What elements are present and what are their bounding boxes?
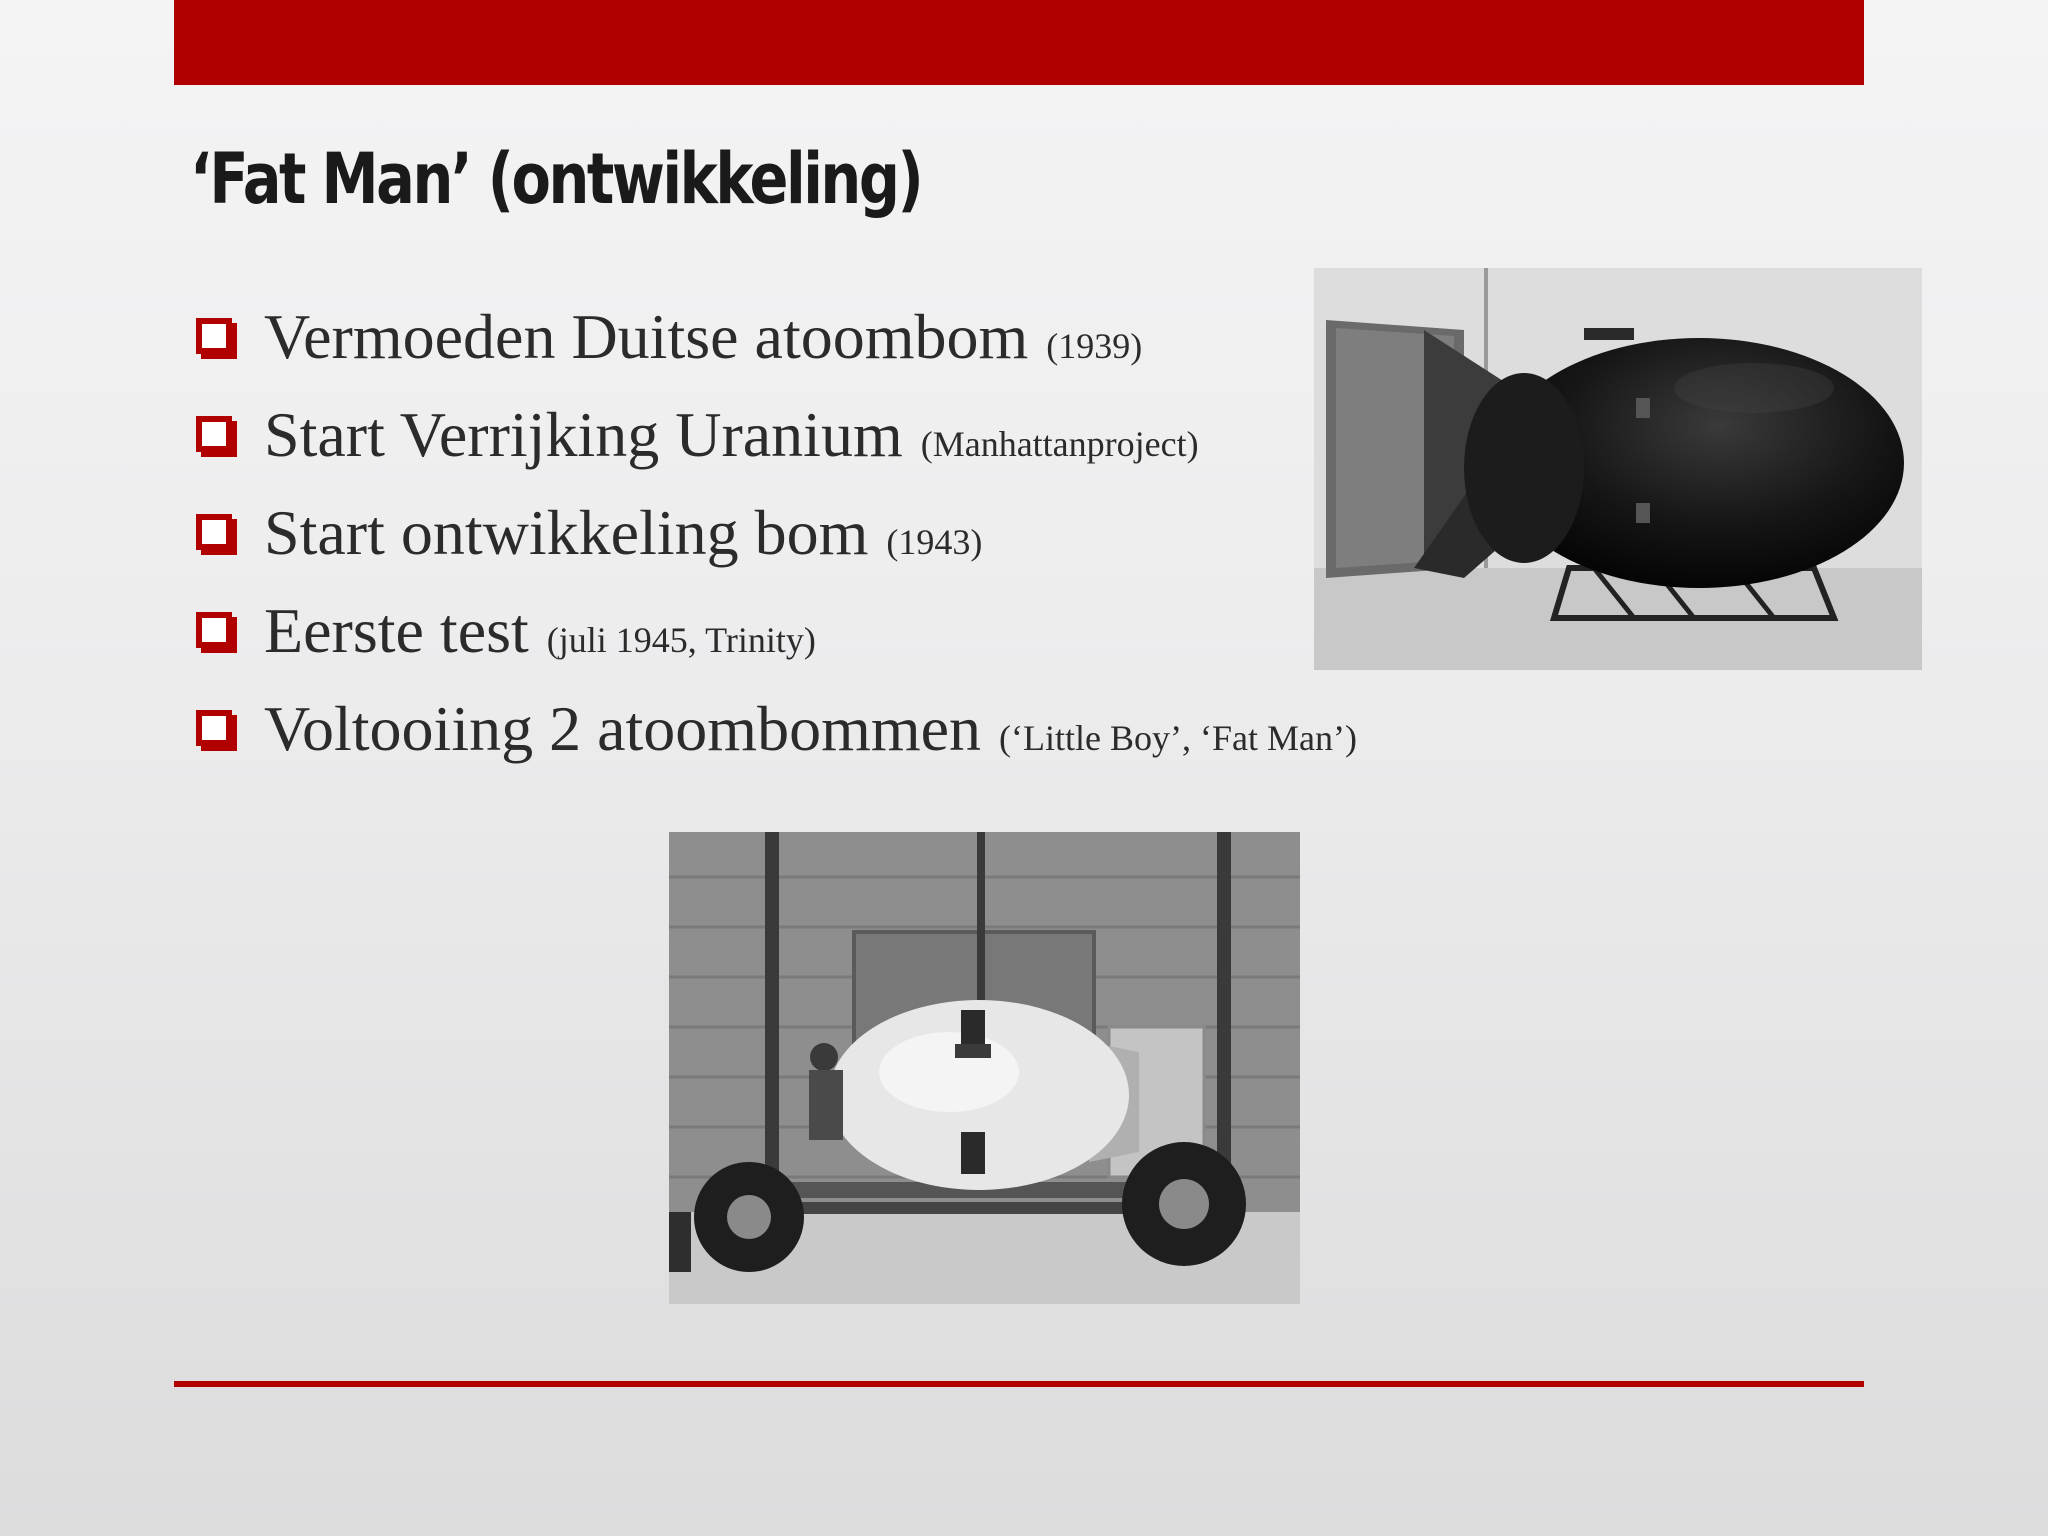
slide-title: ‘Fat Man’ (ontwikkeling) (190, 138, 922, 220)
bullet-text: Eerste test (264, 595, 529, 666)
bullet-text: Vermoeden Duitse atoombom (264, 301, 1029, 372)
bullet-text: Voltooiing 2 atoombommen (264, 693, 982, 764)
bullet-list (196, 300, 1357, 790)
checkbox-bullet-icon (196, 318, 232, 354)
bullet-note: (Manhattanproject) (920, 424, 1199, 464)
bullet-note: (juli 1945, Trinity) (546, 620, 816, 660)
bullet-text: Start ontwikkeling bom (264, 497, 869, 568)
bottom-accent-rule (174, 1381, 1864, 1387)
cart-illustration (669, 832, 1300, 1304)
list-item (196, 300, 1357, 398)
list-item (196, 398, 1357, 496)
list-item (196, 496, 1357, 594)
bullet-note: (‘Little Boy’, ‘Fat Man’) (999, 718, 1357, 758)
bullet-note: (1943) (886, 522, 983, 562)
list-item (196, 594, 1357, 692)
checkbox-bullet-icon (196, 710, 232, 746)
checkbox-bullet-icon (196, 514, 232, 550)
bomb-on-cart-photo (669, 832, 1300, 1304)
bullet-text: Start Verrijking Uranium (264, 399, 903, 470)
list-item (196, 692, 1357, 790)
checkbox-bullet-icon (196, 416, 232, 452)
bomb-illustration (1314, 268, 1922, 670)
fat-man-bomb-photo (1314, 268, 1922, 670)
top-accent-bar (174, 0, 1864, 85)
checkbox-bullet-icon (196, 612, 232, 648)
bullet-note: (1939) (1046, 326, 1143, 366)
